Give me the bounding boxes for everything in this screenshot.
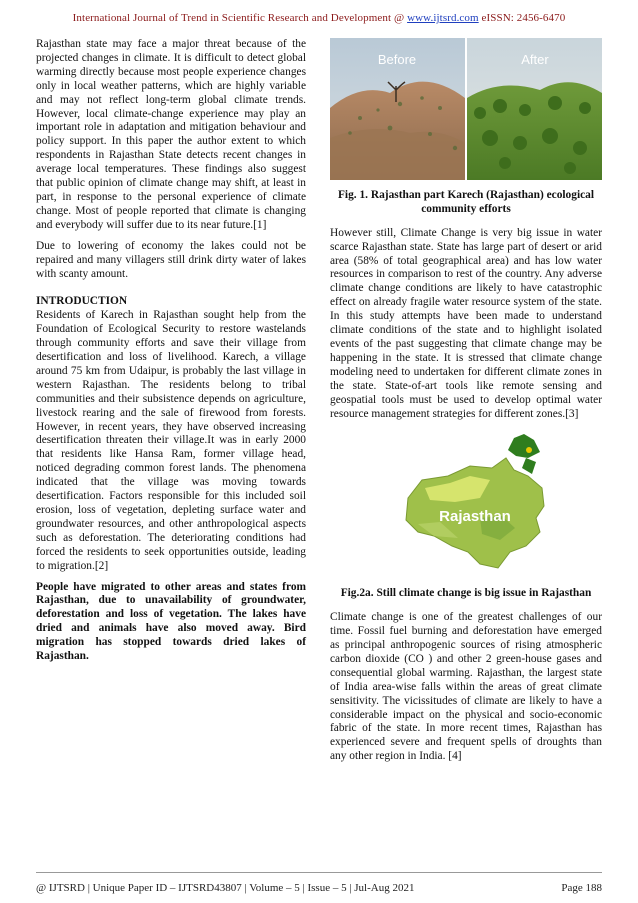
paragraph-lakes: Due to lowering of economy the lakes could not be repaired and many villagers still drink dirty water of lakes with scanty amount. [36, 239, 306, 280]
figure-before-after [330, 38, 602, 217]
section-heading-introduction: INTRODUCTION [36, 295, 128, 308]
footer-divider [36, 872, 602, 873]
before-label: Before [377, 52, 417, 67]
journal-url-link[interactable]: www.ijtsrd.com [407, 12, 479, 24]
right-column [330, 38, 602, 771]
left-column [36, 38, 306, 671]
after-label: After [521, 52, 549, 67]
rajasthan-map [330, 428, 602, 578]
paragraph-climate-issue: However still, Climate Change is very big issue in water scarce Rajasthan state. State has large part of desert or arid area (58% of total geographical area) and has low water resources in comparison to rest of the country. Any adverse climate change conditions are likely to have catastrophic effect on already fragile water resource system of the state. In this study attempts have been made to understand climate conditions of the state and to highlight isolated events of the past suggesting that climate change may be happening in the state. It is stressed that climate change modeling need to undertaken for different climate zones in the state. State-of-art tools like remote sensing and geospatial tools must be used to develop optimal water resource management strategies for different zones.[3] [330, 226, 602, 420]
before-after-photo [330, 38, 602, 180]
figure-rajasthan-map [330, 428, 602, 601]
paragraph-climate-challenge: Climate change is one of the greatest challenges of our time. Fossil fuel burning and deforestation have emerged as principal anthropogenic sources of rising atmospheric carbon dioxide (CO ) and other 2 green-house gases and consequential global warming. Rajasthan, the largest state of India area-wise falls within the areas of great climate sensitivity. The vicissitudes of climate are likely to have a considerable impact on the physical and socio-economic fabric of the state. In more recent times, Rajasthan has experienced severe and frequent spells of droughts than any other region in India. [4] [330, 611, 602, 763]
journal-name: International Journal of Trend in Scientific Research and Development @ [72, 12, 408, 24]
page-number: Page 188 [561, 882, 602, 894]
paragraph-migration: People have migrated to other areas and states from Rajasthan, due to unavailability of groundwater, deforestation and loss of vegetation. The lakes have dried and animals have also moved away. Bird migration has stopped towards dried lakes of Rajasthan. [36, 580, 306, 663]
paragraph-karech: Residents of Karech in Rajasthan sought help from the Foundation of Ecological Security to restore wastelands through community efforts and save their village from desertification and loss of livelihood. Karech, a village around 75 km from Udaipur, is probably the last village in western Rajasthan. The residents belong to tribal communities and their subsistence depends on agriculture, livestock rearing and the sale of firewood from forests. However, in recent years, they have observed increasing desertification threaten their village.It was in early 2000 that residents like Hansa Ram, former village head, noticed degrading common forest lands. The phenomena indicated that the village was moving towards desertification. Factors responsible for this included soil erosion, loss of vegetation, depleting surface water and groundwater resources, and other anthropological aspects such as deforestation. The deteriorating conditions had forced the residents to seek opportunities outside, leading to migration.[2] [36, 309, 306, 572]
footer-paper-info: @ IJTSRD | Unique Paper ID – IJTSRD43807 | Volume – 5 | Issue – 5 | Jul-Aug 2021 [36, 882, 415, 894]
figure-1-caption: Fig. 1. Rajasthan part Karech (Rajasthan) ecological community efforts [337, 188, 595, 215]
figure-2a-caption: Fig.2a. Still climate change is big issue in Rajasthan [340, 587, 592, 600]
rajasthan-map-label: Rajasthan [439, 508, 511, 526]
journal-issn: eISSN: 2456-6470 [478, 12, 566, 24]
page-footer [36, 882, 602, 894]
paragraph-climate-threat: Rajasthan state may face a major threat because of the projected changes in climate. It is difficult to detect global warming directly because most people experience changes only in local weather patterns, which are highly variable and may not reflect long-term global climate trends. However, local climate-change experience may play an important role in adaptation and mitigation behaviour and policy support. In this paper the author extent to which respondents in Rajasthan State detects recent changes in average local temperatures. These findings also suggest that public opinion of climate change may shift, at least in part, in response to the personal experience of climate change. Most of people reported that climate is changing and everybody will suffer due to its near future.[1] [36, 38, 306, 231]
india-locator-map [508, 434, 540, 458]
journal-header [0, 12, 638, 24]
